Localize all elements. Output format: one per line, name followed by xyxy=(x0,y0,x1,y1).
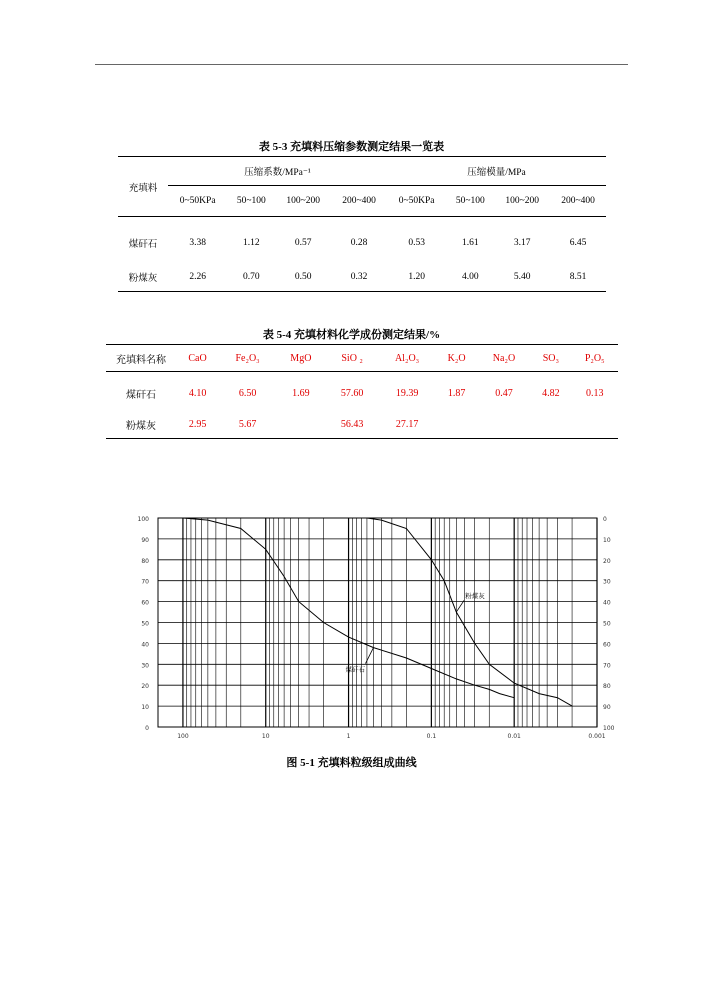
x-tick-label: 1 xyxy=(346,733,351,740)
cell xyxy=(478,414,531,439)
grading-curve-chart xyxy=(110,505,630,745)
cell: 6.50 xyxy=(238,387,257,399)
table-5-3 xyxy=(118,156,606,292)
y-tick-label-left: 80 xyxy=(141,557,149,565)
table-row xyxy=(106,372,618,415)
cell xyxy=(571,414,618,439)
cell: 2.26 xyxy=(189,272,206,282)
y-tick-label-right: 30 xyxy=(603,578,611,586)
col-header: Na₂O xyxy=(478,345,531,372)
cell: 56.43 xyxy=(340,418,364,430)
row-name: 煤矸石 xyxy=(128,240,158,250)
col-header: MgO xyxy=(276,345,326,372)
group-header-2: 压缩模量/MPa xyxy=(387,157,606,186)
cell: 1.69 xyxy=(292,387,310,399)
curve-label: 粉煤灰 xyxy=(465,592,485,601)
cell: 5.40 xyxy=(513,272,531,282)
cell: 27.17 xyxy=(395,418,419,430)
y-tick-label-right: 50 xyxy=(603,620,611,628)
y-tick-label-right: 0 xyxy=(603,516,607,523)
table-row xyxy=(118,263,606,292)
table-5-4-caption: 表 5-4 充填材料化学成份测定结果/% xyxy=(262,329,441,341)
cell: 2.95 xyxy=(188,418,207,430)
cell: 6.45 xyxy=(569,238,587,248)
y-tick-label-right: 10 xyxy=(603,536,611,544)
y-tick-label-right: 60 xyxy=(603,641,611,649)
y-tick-label-left: 20 xyxy=(141,683,149,691)
y-tick-label-right: 40 xyxy=(603,599,611,607)
y-tick-label-left: 70 xyxy=(141,578,149,586)
cell: 3.17 xyxy=(513,238,531,248)
y-tick-label-right: 90 xyxy=(603,704,611,712)
cell: 0.47 xyxy=(495,387,513,399)
cell: 5.67 xyxy=(238,418,257,430)
row-header: 充填料名称 xyxy=(106,345,176,372)
x-tick-label: 10 xyxy=(261,733,270,740)
x-tick-label: 0.1 xyxy=(426,733,437,740)
y-tick-label-left: 40 xyxy=(141,641,149,649)
cell: 1.61 xyxy=(461,238,479,248)
col-header: 100~200 xyxy=(275,186,331,217)
col-header: 50~100 xyxy=(227,186,275,217)
y-tick-label-left: 60 xyxy=(141,599,149,607)
cell: 4.10 xyxy=(188,387,207,399)
cell: 8.51 xyxy=(569,272,587,282)
cell: 1.12 xyxy=(243,238,260,248)
y-tick-label-right: 70 xyxy=(603,662,611,670)
cell xyxy=(436,414,478,439)
col-header: SO₃ xyxy=(530,345,571,372)
header-rule xyxy=(95,64,628,65)
y-tick-label-left: 100 xyxy=(137,516,149,523)
x-tick-label: 0.01 xyxy=(507,733,521,740)
col-header: Fe₂O₃ xyxy=(219,345,276,372)
group-header-1: 压缩系数/MPa⁻¹ xyxy=(168,157,387,186)
table-5-3-caption: 表 5-3 充填料压缩参数测定结果一览表 xyxy=(258,141,445,153)
col-header: 0~50KPa xyxy=(387,186,446,217)
x-tick-label: 0.001 xyxy=(588,733,606,740)
row-name: 粉煤灰 xyxy=(128,274,158,284)
row-name: 煤矸石 xyxy=(126,389,156,401)
curve-label: 煤矸石 xyxy=(345,665,365,674)
row-header: 充填料 xyxy=(118,157,168,217)
cell xyxy=(530,414,571,439)
y-tick-label-left: 50 xyxy=(141,620,149,628)
y-tick-label-right: 80 xyxy=(603,683,611,691)
y-tick-label-right: 20 xyxy=(603,557,611,565)
cell: 0.50 xyxy=(294,272,312,282)
row-name: 粉煤灰 xyxy=(126,420,156,432)
cell: 0.70 xyxy=(243,272,260,282)
y-tick-label-left: 30 xyxy=(141,662,149,670)
col-header: 200~400 xyxy=(550,186,606,217)
col-header: CaO xyxy=(176,345,219,372)
y-tick-label-right: 100 xyxy=(603,725,615,732)
cell: 1.20 xyxy=(408,272,425,282)
cell: 0.53 xyxy=(408,238,425,248)
series-line-1 xyxy=(367,518,572,706)
table-row xyxy=(118,217,606,264)
col-header: SiO ₂ xyxy=(326,345,379,372)
cell: 57.60 xyxy=(340,387,364,399)
cell: 0.13 xyxy=(585,387,604,399)
col-header: 200~400 xyxy=(331,186,387,217)
y-tick-label-left: 0 xyxy=(145,725,149,732)
cell: 0.28 xyxy=(350,238,368,248)
cell: 0.57 xyxy=(294,238,312,248)
col-header: P₂O₅ xyxy=(571,345,618,372)
col-header: Al₂O₃ xyxy=(379,345,436,372)
col-header: 100~200 xyxy=(494,186,550,217)
x-tick-label: 100 xyxy=(177,733,189,740)
col-header: 50~100 xyxy=(446,186,494,217)
cell: 0.32 xyxy=(350,272,368,282)
cell: 4.00 xyxy=(461,272,479,282)
y-tick-label-left: 10 xyxy=(141,704,149,712)
col-header: K₂O xyxy=(436,345,478,372)
cell: 4.82 xyxy=(542,387,560,399)
figure-caption: 图 5-1 充填料粒级组成曲线 xyxy=(286,757,417,769)
table-5-4 xyxy=(106,344,618,439)
col-header: 0~50KPa xyxy=(168,186,227,217)
cell: 1.87 xyxy=(447,387,466,399)
cell: 19.39 xyxy=(395,387,419,399)
table-row xyxy=(106,414,618,439)
y-tick-label-left: 90 xyxy=(141,536,149,544)
cell: 3.38 xyxy=(189,238,206,248)
cell xyxy=(276,414,326,439)
